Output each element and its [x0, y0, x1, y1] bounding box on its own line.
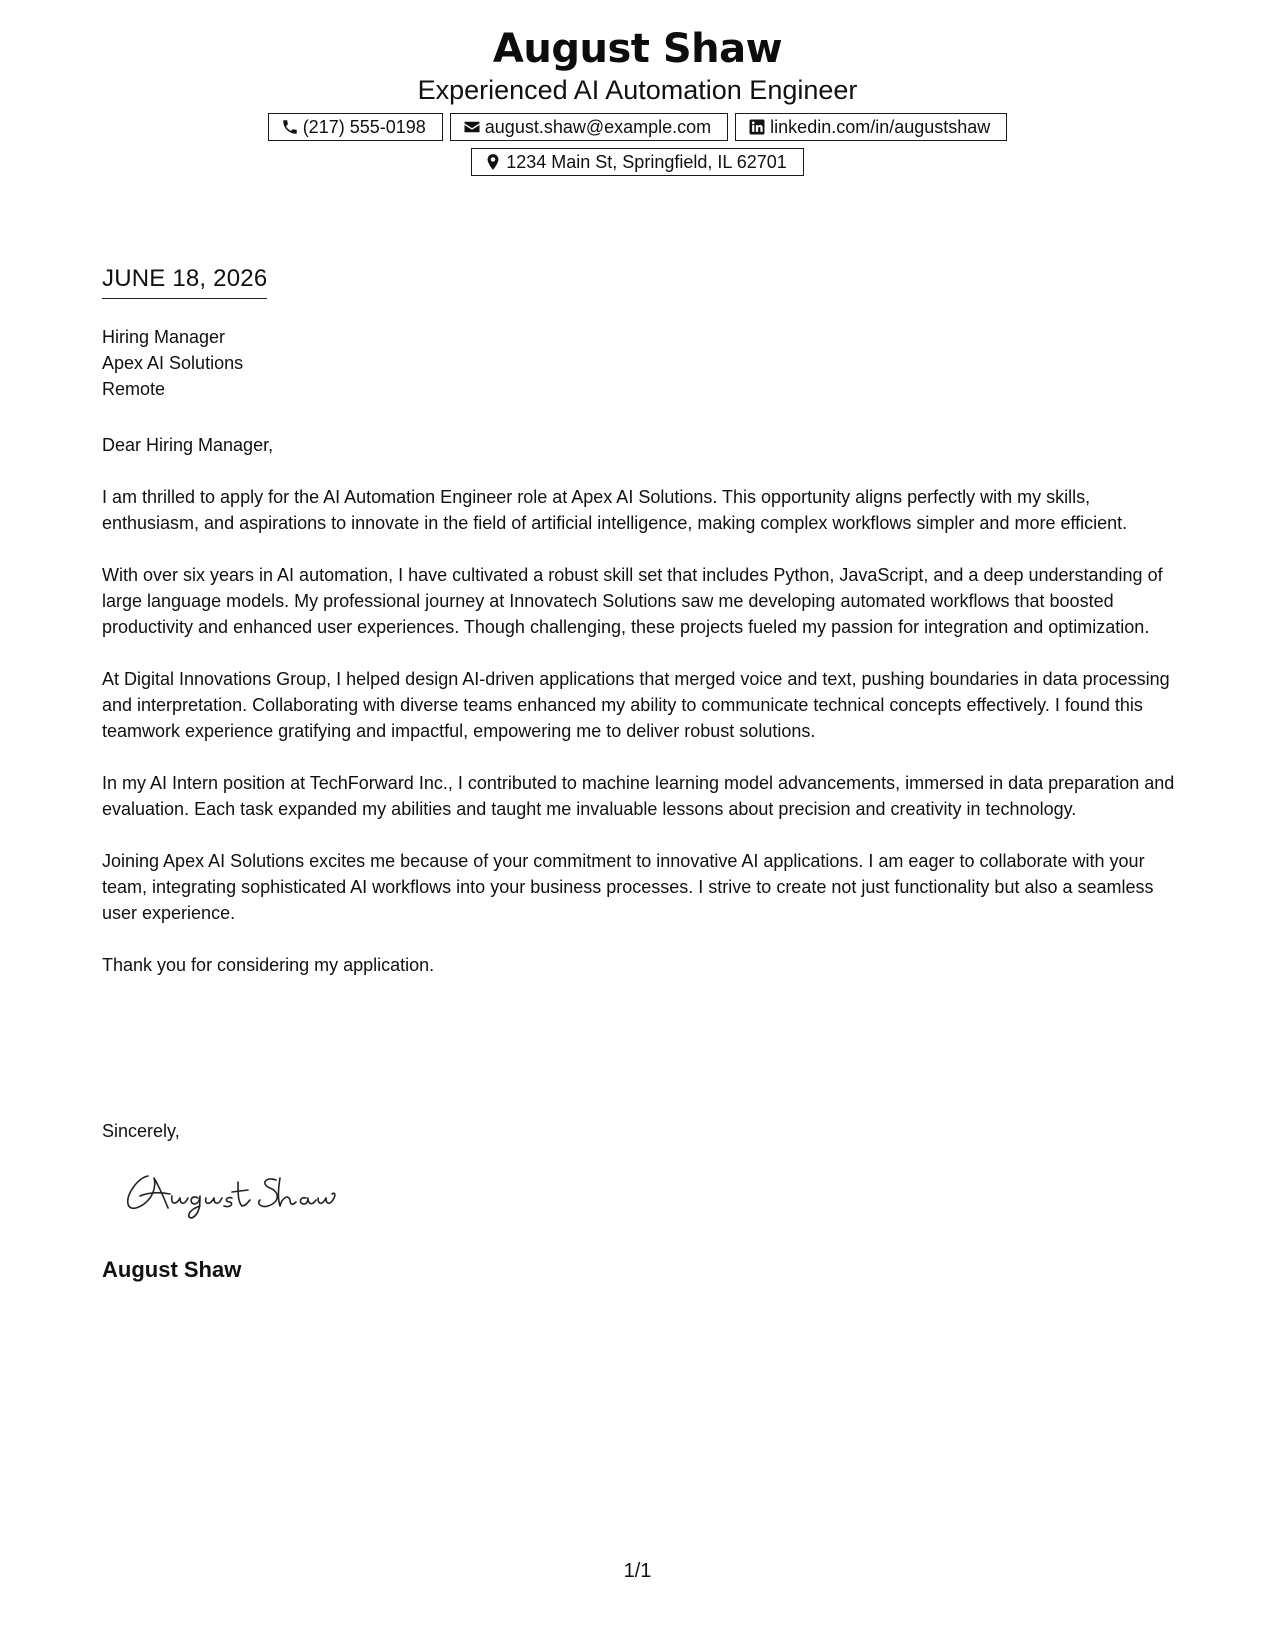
- page-number: 1/1: [623, 1560, 652, 1582]
- thank-you-paragraph: Thank you for considering my application.: [102, 955, 435, 975]
- handwritten-signature: [120, 1168, 340, 1220]
- phone-text: (217) 555-0198: [302, 116, 426, 137]
- linkedin-icon: [748, 118, 766, 136]
- phone-icon: [281, 118, 299, 136]
- recipient-block: [102, 324, 243, 402]
- letter-body: [102, 432, 1177, 1004]
- contact-phone[interactable]: [268, 113, 443, 141]
- signer-name: August Shaw: [102, 1257, 242, 1282]
- applicant-name: August Shaw: [492, 26, 783, 72]
- envelope-icon: [463, 118, 481, 136]
- contact-linkedin[interactable]: [735, 113, 1007, 141]
- map-marker-icon: [484, 153, 502, 171]
- email-text: august.shaw@example.com: [484, 116, 712, 137]
- applicant-title: Experienced AI Automation Engineer: [417, 75, 858, 105]
- recipient-location: Remote: [102, 379, 166, 399]
- salutation: Dear Hiring Manager,: [102, 435, 274, 455]
- recipient-company: Apex AI Solutions: [102, 353, 244, 373]
- recipient-name: Hiring Manager: [102, 327, 226, 347]
- letter-header: [0, 22, 1275, 176]
- contact-row: [0, 113, 1275, 141]
- letter-date: JUNE 18, 2026: [102, 264, 267, 299]
- body-paragraph: Joining Apex AI Solutions excites me because of your commitment to innovative AI applications. I am eager to collaborate with your team, integrating sophisticated AI workflows into your business processes. I strive to create not just functionality but also a seamless user experience.: [102, 851, 1154, 923]
- contact-address[interactable]: [471, 148, 804, 176]
- linkedin-text: linkedin.com/in/augustshaw: [770, 116, 991, 137]
- contact-email[interactable]: [450, 113, 728, 141]
- address-text: 1234 Main St, Springfield, IL 62701: [506, 151, 787, 172]
- body-paragraph: In my AI Intern position at TechForward Inc., I contributed to machine learning model advancements, immersed in data preparation and evaluation. Each task expanded my abilities and taught me invaluable lessons about precision and creativity in technology.: [102, 773, 1175, 819]
- body-paragraph: With over six years in AI automation, I have cultivated a robust skill set that includes Python, JavaScript, and a deep understanding of large language models. My professional journey at Innovatech Solutions saw me developing automated workflows that boosted productivity and enhanced user experiences. Though challenging, these projects fueled my passion for integration and optimization.: [102, 565, 1163, 637]
- contact-row-address: [0, 148, 1275, 176]
- body-paragraph: At Digital Innovations Group, I helped design AI-driven applications that merged voice and text, pushing boundaries in data processing and interpretation. Collaborating with diverse teams enhanced my ability to communicate technical concepts effectively. I found this teamwork experience gratifying and impactful, empowering me to deliver robust solutions.: [102, 669, 1170, 741]
- body-paragraph: I am thrilled to apply for the AI Automation Engineer role at Apex AI Solutions. This opportunity aligns perfectly with my skills, enthusiasm, and aspirations to innovate in the field of artificial intelligence, making complex workflows simpler and more efficient.: [102, 487, 1128, 533]
- closing: Sincerely,: [102, 1121, 180, 1141]
